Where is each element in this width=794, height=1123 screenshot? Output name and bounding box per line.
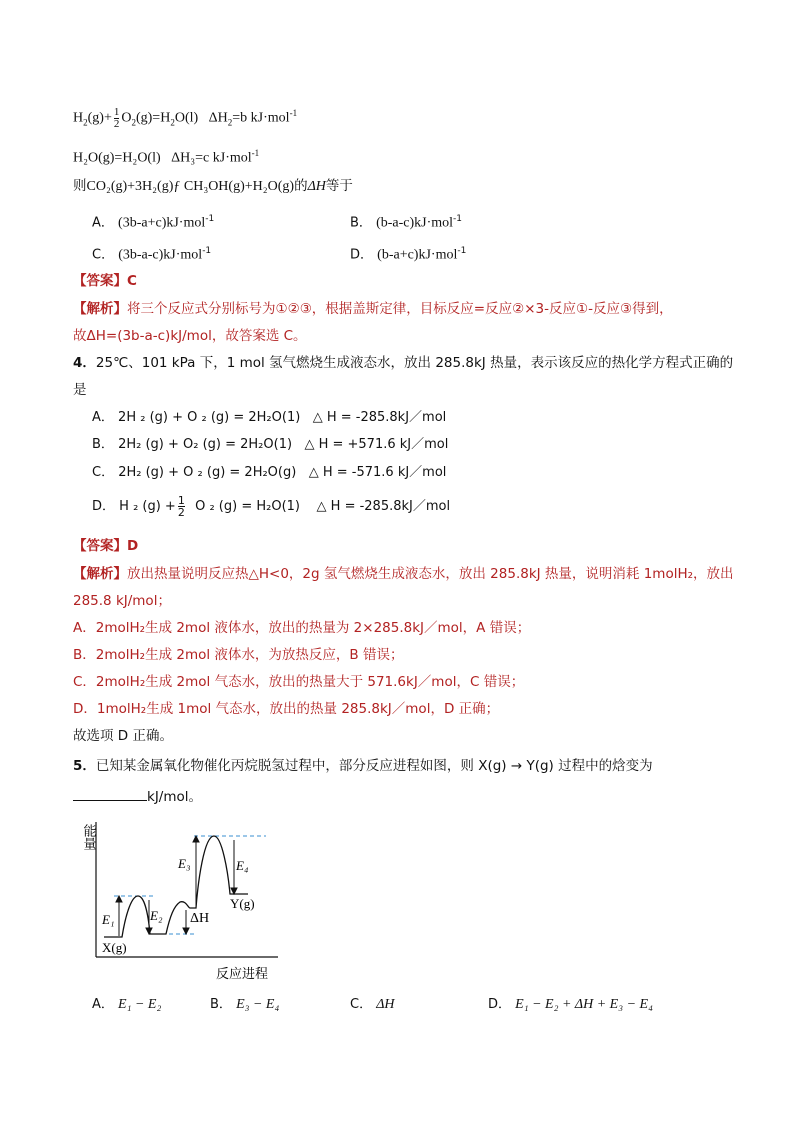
equation-3: H₂O(g)=H₂O(l) ΔH₃=c kJ·mol$^{-1}$	[73, 148, 260, 166]
question-4-stem: 4．25℃、101 kPa 下，1 mol 氢气燃烧生成液态水，放出 285.8kJ 热量，表示该反应的热化学方程式正确的	[73, 355, 734, 371]
fraction-half: $\frac{1}{2}$	[177, 494, 185, 519]
q3-option-c: C． (3b-a-c)kJ·mol$^{-1}$	[92, 246, 212, 263]
q3-analysis-line1: 【解析】将三个反应式分别标号为①②③，根据盖斯定律，目标反应=反应②×3-反应①-反应③得到，	[73, 301, 673, 317]
q3-option-d: D． (b-a+c)kJ·mol$^{-1}$	[350, 246, 467, 263]
q5-option-b: B． E₃ − E₄	[210, 997, 280, 1012]
q5-option-a: A． E₁ − E₂	[92, 997, 162, 1012]
y-axis-label: 能量	[80, 824, 96, 850]
y-species-label: Y(g)	[230, 896, 255, 911]
q5-option-c: C． ΔH	[350, 997, 395, 1012]
q3-option-b: B． (b-a-c)kJ·mol$^{-1}$	[350, 214, 463, 231]
q4-option-c: C． 2H₂ (g) + O ₂ (g) = 2H₂O(g) △ H = -571.6 kJ／mol	[92, 465, 447, 480]
q4-analysis-b: B．2molH₂生成 2mol 液体水，为放热反应，B 错误；	[73, 647, 404, 663]
question-3-stem: 则CO₂(g)+3H₂(g)ƒ CH₃OH(g)+H₂O(g)的ΔH等于	[73, 178, 353, 194]
e2-label: E₂	[150, 908, 163, 923]
e4-label: E₄	[236, 858, 249, 873]
question-5-stem: 5．已知某金属氧化物催化丙烷脱氢过程中，部分反应进程如图，则 X(g) → Y(g) 过程中的焓变为	[73, 758, 653, 774]
question-5-stem-2: kJ/mol。	[73, 786, 202, 807]
energy-profile-diagram	[70, 812, 300, 982]
dh-label: ΔH	[190, 911, 210, 926]
q4-analysis-d: D．1molH₂生成 1mol 气态水，放出的热量 285.8kJ／mol，D 正确；	[73, 701, 500, 717]
q4-analysis-c: C．2molH₂生成 2mol 气态水，放出的热量大于 571.6kJ／mol，C 错误；	[73, 674, 525, 690]
q4-analysis-a: A．2molH₂生成 2mol 液体水，放出的热量为 2×285.8kJ／mol，A 错误；	[73, 620, 531, 636]
x-axis-label: 反应进程	[216, 967, 269, 982]
x-species-label: X(g)	[102, 940, 127, 955]
q4-option-b: B． 2H₂ (g) + O₂ (g) = 2H₂O(1) △ H = +571.6 kJ／mol	[92, 437, 449, 452]
q4-analysis-line1: 【解析】放出热量说明反应热△H<0，2g 氢气燃烧生成液态水，放出 285.8kJ 热量，说明消耗 1molH₂，放出	[73, 566, 734, 582]
q4-conclusion: 故选项 D 正确。	[73, 728, 173, 744]
q5-option-d: D． E₁ − E₂ + ΔH + E₃ − E₄	[488, 997, 653, 1012]
fraction-half: $\frac{1}{2}$	[113, 105, 120, 130]
reaction-curve	[104, 836, 248, 937]
equation-2: $H_2(g)+$ $\frac{1}{2}$ $O_2(g)=H_2O(l)$ $\Delta H_2=b$ kJ·mol$^{-1}$	[73, 105, 298, 130]
question-4-stem-2: 是	[73, 382, 87, 398]
e1-label: E₁	[102, 912, 115, 927]
q4-option-d: D． H ₂ (g) + $\frac{1}{2}$ O ₂ (g) = H₂O(1) △ H = -285.8kJ／mol	[92, 494, 451, 519]
q4-option-a: A． 2H ₂ (g) + O ₂ (g) = 2H₂O(1) △ H = -285.8kJ／mol	[92, 410, 447, 425]
answer-blank[interactable]	[73, 786, 147, 801]
e3-label: E₃	[178, 856, 191, 871]
q3-analysis-line2: 故ΔH=(3b-a-c)kJ/mol，故答案选 C。	[73, 328, 307, 344]
q3-option-a: A． (3b-a+c)kJ·mol$^{-1}$	[92, 214, 215, 231]
q3-answer: 【答案】C	[73, 273, 137, 289]
q4-answer: 【答案】D	[73, 538, 139, 554]
q4-analysis-line2: 285.8 kJ/mol；	[73, 593, 171, 609]
